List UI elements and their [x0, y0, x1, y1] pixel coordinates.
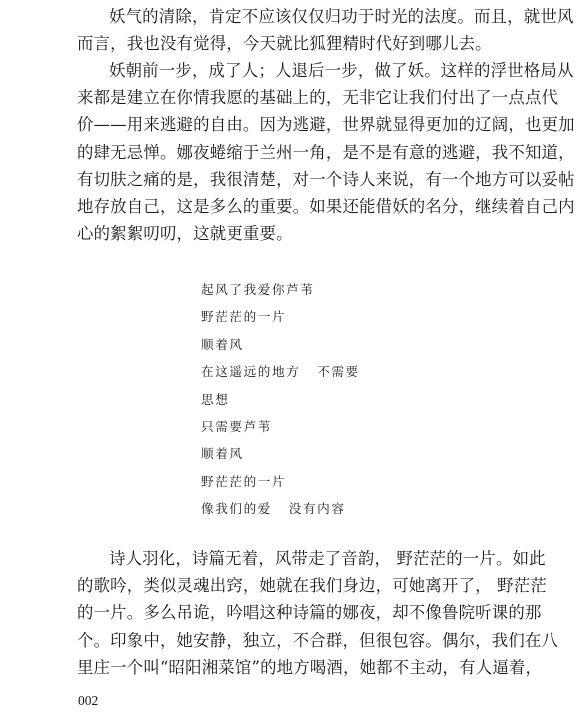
text-line: 个。印象中，她安静，独立，不合群，但很包容。偶尔，我们在八 — [77, 630, 559, 650]
poem-line: 野茫茫的一片 — [201, 473, 287, 489]
poem-line: 只需要芦苇 — [201, 419, 272, 435]
text-line: 妖朝前一步，成了人；人退后一步，做了妖。这样的浮世格局从 — [109, 61, 574, 80]
text-line: 地存放自己，这是多么的重要。如果还能借妖的名分，继续着自己内 — [77, 197, 575, 217]
text-line: 而言，我也没有觉得，今天就比狐狸精时代好到哪儿去。 — [77, 34, 492, 54]
text-line: 价——用来逃避的自由。因为逃避，世界就显得更加的辽阔，也更加 — [77, 115, 575, 135]
poem-line: 思想 — [201, 391, 230, 407]
text-line: 妖气的清除，肯定不应该仅仅归功于时光的法度。而且，就世风 — [109, 7, 574, 26]
poem-line: 顺着风 — [201, 446, 244, 462]
poem-line: 野茫茫的一片 — [201, 309, 287, 325]
text-line: 的一片。多么吊诡，吟唱这种诗篇的娜夜，却不像鲁院听课的那 — [77, 603, 542, 623]
paragraph-2 — [77, 57, 575, 247]
text-line: 来都是建立在你情我愿的基础上的，无非它让我们付出了一点点代 — [77, 88, 559, 108]
poem-quote — [201, 276, 360, 523]
poem-line: 像我们的爱 没有内容 — [201, 501, 346, 517]
paragraph-1 — [77, 3, 574, 57]
poem-line: 起风了我爱你芦苇 — [201, 282, 315, 297]
text-line: 心的絮絮叨叨，这就更重要。 — [77, 224, 293, 244]
poem-line: 顺着风 — [201, 336, 244, 352]
text-line: 的歌吟，类似灵魂出窍，她就在我们身边，可她离开了， 野茫茫 — [77, 576, 547, 596]
text-line: 里庄一个叫“昭阳湘菜馆”的地方喝酒，她都不主动，有人逼着， — [77, 657, 543, 677]
paragraph-3 — [77, 545, 559, 681]
text-line: 的肆无忌惮。娜夜蜷缩于兰州一角，是不是有意的逃避，我不知道， — [77, 142, 575, 162]
poem-line: 在这遥远的地方 不需要 — [201, 364, 360, 380]
page-number: 002 — [78, 693, 99, 708]
text-line: 诗人羽化，诗篇无着，风带走了音韵， 野茫茫的一片。如此 — [109, 549, 546, 568]
text-line: 有切肤之痛的是，我很清楚，对一个诗人来说，有一个地方可以妥帖 — [77, 169, 575, 189]
